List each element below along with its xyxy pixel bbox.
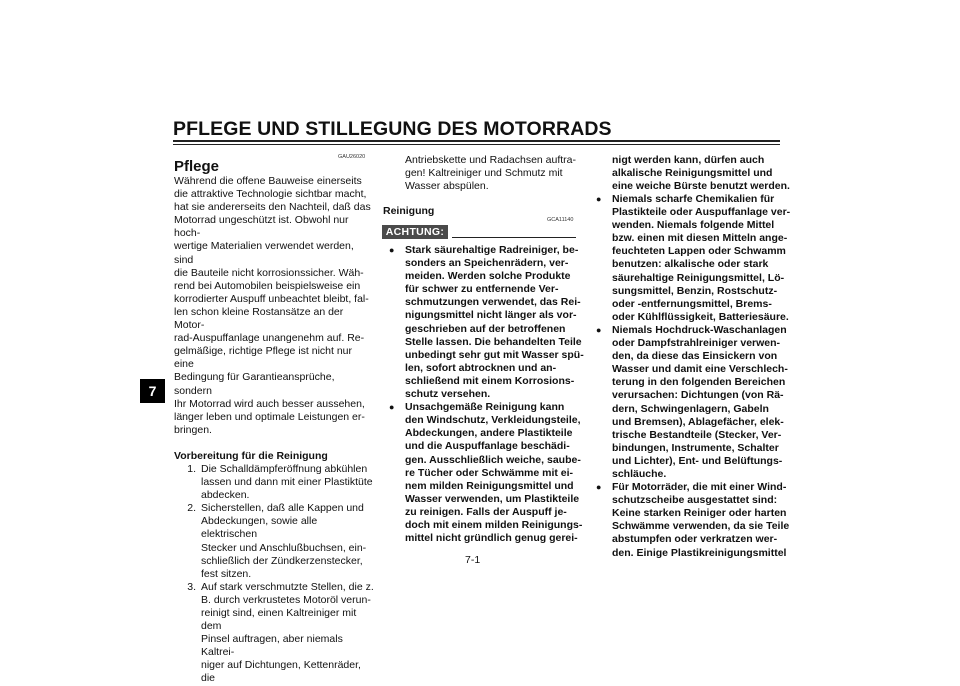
text-line: Niemals Hochdruck-Waschanlagen (612, 323, 787, 336)
text-line: und Lichter), Ent- und Belüftungs- (612, 454, 783, 467)
text-line: fest sitzen. (201, 567, 252, 580)
bullet-text (398, 244, 588, 401)
text-line: nem milden Reinigungsmittel und (405, 479, 574, 492)
text-line: abstumpfen oder verkratzen wer- (612, 533, 778, 546)
text-line: Die Schalldämpferöffnung abkühlen (201, 462, 368, 475)
column-1 (174, 158, 374, 686)
bullet-dot-icon: ● (389, 245, 395, 255)
text-line: bringen. (174, 423, 212, 436)
text-line: nigungsmittel nicht länger als vor- (405, 309, 577, 322)
text-line: Wasser abspülen. (405, 180, 489, 193)
text-line: len, sofort abtrocknen und an- (405, 361, 557, 374)
bullet-text (605, 481, 795, 560)
text-line: reinigt sind, einen Kaltreiniger mit dem (201, 607, 357, 633)
text-line: Niemals scharfe Chemikalien für (612, 193, 775, 205)
achtung-label: ACHTUNG: (382, 225, 448, 239)
text-line: den, da diese das Einsickern von (612, 350, 778, 363)
text-line: zu reinigen. Falls der Auspuff je- (405, 505, 567, 518)
text-line: schmutzungen verwendet, das Rei- (405, 296, 581, 309)
bullet-item (590, 481, 795, 560)
spacer (174, 437, 374, 450)
bullet-dot-icon: ● (389, 402, 395, 413)
text-line: oder Dampfstrahlreiniger verwen- (612, 337, 781, 350)
text-line: säurehaltige Reinigungsmittel, Lö- (612, 271, 785, 284)
text-line: die Bauteile nicht korrosionssicher. Wäh- (174, 266, 364, 279)
bullet-dot-icon: ● (596, 324, 602, 335)
text-line: Während die offene Bauweise einerseits (174, 175, 362, 187)
text-line: mittel nicht gründlich genug gerei- (405, 532, 578, 545)
text-line: Für Motorräder, die mit einer Wind- (612, 481, 787, 494)
bullet-dot-icon: ● (596, 482, 602, 493)
text-line: oder -entfernungsmittel, Brems- (612, 297, 772, 310)
text-line: wenden. Niemals folgende Mittel (612, 219, 775, 232)
bullet-text (605, 324, 795, 481)
column-3-continuation (612, 154, 792, 193)
step-item (174, 463, 374, 502)
text-line: unbedingt sehr gut mit Wasser spü- (405, 348, 584, 361)
text-line: eine weiche Bürste benutzt werden. (612, 180, 790, 193)
column-3-bullets (590, 193, 795, 560)
text-line: für schwer zu entfernende Ver- (405, 283, 559, 296)
bullet-item (590, 324, 795, 481)
text-line: die attraktive Technologie sichtbar macht, (174, 188, 367, 201)
text-line: Bedingung für Garantieansprüche, sondern (174, 371, 335, 397)
text-line: korrodierter Auspuff unbeachtet bleibt, fal- (174, 292, 369, 305)
title-rule (173, 140, 780, 142)
text-line: bindungen, Instrumente, Schalter (612, 441, 779, 454)
step-number: 2. (187, 502, 196, 515)
step-text (201, 502, 374, 581)
text-line: sonders an Speichenrädern, ver- (405, 257, 569, 270)
bullet-item (383, 401, 588, 545)
text-line: geschrieben auf der betroffenen (405, 322, 566, 335)
text-line: bzw. einen mit diesen Mitteln ange- (612, 232, 788, 245)
text-line: doch mit einem milden Reinigungs- (405, 518, 583, 531)
reinigung-heading: Reinigung (383, 205, 435, 217)
text-line: re Tücher oder Schwämme mit ei- (405, 466, 574, 479)
text-line: schutz versehen. (405, 388, 491, 401)
text-line: B. durch verkrustetes Motoröl verun- (201, 593, 371, 606)
text-line: schließend mit einem Korrosions- (405, 374, 575, 387)
text-line: trische Bestandteile (Stecker, Ver- (612, 428, 782, 441)
step-text (201, 463, 374, 502)
text-line: schläuche. (612, 467, 667, 480)
text-line: feuchteten Lappen oder Schwamm (612, 245, 786, 258)
step-number: 1. (187, 462, 196, 475)
text-line: schutzscheibe ausgestattet sind: (612, 494, 778, 507)
text-line: Wasser verwenden, um Plastikteile (405, 492, 580, 505)
text-line: hat sie andererseits den Nachteil, daß das (174, 201, 371, 214)
title-rule-thin (173, 144, 780, 145)
bullet-text (605, 193, 795, 324)
bullet-text (398, 401, 588, 545)
text-line: Pinsel auftragen, aber niemals Kaltrei- (201, 633, 343, 659)
text-line: benutzen: alkalische oder stark (612, 258, 769, 271)
text-line: dern, Schwingenlagern, Gabeln (612, 402, 769, 415)
text-line: und die Auspuffanlage beschädi- (405, 440, 570, 453)
text-line: meiden. Werden solche Produkte (405, 270, 571, 283)
step-item (174, 502, 374, 581)
text-line: Auf stark verschmutzte Stellen, die z. (201, 580, 374, 593)
text-line: Schwämme verwenden, da sie Teile (612, 520, 790, 533)
text-line: niger auf Dichtungen, Kettenräder, die (201, 659, 361, 685)
text-line: Abdeckungen, andere Plastikteile (405, 427, 573, 440)
text-line: gelmäßige, richtige Pflege ist nicht nur eine (174, 345, 353, 371)
chapter-tab: 7 (140, 379, 165, 403)
text-line: abdecken. (201, 489, 250, 502)
text-line: den. Einige Plastikreinigungsmittel (612, 546, 787, 559)
text-line: gen! Kaltreiniger und Schmutz mit (405, 167, 563, 180)
text-line: Abdeckungen, sowie alle elektrischen (201, 515, 318, 541)
text-line: länger leben und optimale Leistungen er- (174, 410, 365, 423)
text-line: schließlich der Zündkerzenstecker, (201, 554, 363, 567)
vorbereitung-heading: Vorbereitung für die Reinigung (174, 449, 328, 462)
text-line: Sicherstellen, daß alle Kappen und (201, 502, 364, 515)
text-line: nigt werden kann, dürfen auch (612, 154, 765, 166)
text-line: den Windschutz, Verkleidungsteile, (405, 414, 581, 427)
column-2-continuation (405, 154, 585, 193)
text-line: und Bremsen), Ablagefächer, elek- (612, 415, 784, 428)
column-2-bullets (383, 244, 588, 545)
pflege-heading: Pflege (174, 158, 220, 175)
text-line: lassen und dann mit einer Plastiktüte (201, 476, 373, 489)
text-line: rend bei Automobilen beispielsweise ein (174, 279, 361, 292)
bullet-item (383, 244, 588, 401)
intro-paragraph (174, 175, 374, 437)
text-line: sungsmittel, Benzin, Rostschutz- (612, 284, 778, 297)
text-line: Ihr Motorrad wird auch besser aussehen, (174, 397, 365, 410)
text-line: Wasser und damit eine Verschlech- (612, 363, 788, 376)
text-line: wertige Materialien verwendet werden, sind (174, 240, 354, 266)
text-line: rad-Auspuffanlage unangenehm auf. Re- (174, 332, 365, 345)
text-line: Plastikteile oder Auspuffanlage ver- (612, 206, 791, 219)
page-number: 7-1 (465, 554, 481, 566)
text-line: alkalische Reinigungsmittel und (612, 167, 773, 180)
page-title: PFLEGE UND STILLEGUNG DES MOTORRADS (173, 118, 612, 140)
section-code: GAU26020 (338, 154, 366, 160)
text-line: Keine starken Reiniger oder harten (612, 507, 787, 520)
text-line: Motorrad ungeschützt ist. Obwohl nur hoch- (174, 214, 349, 240)
bullet-dot-icon: ● (596, 194, 602, 204)
step-item (174, 581, 374, 686)
notice-code: GCA11140 (547, 217, 574, 223)
step-text (201, 581, 374, 686)
text-line: verursachen: Dichtungen (von Rä- (612, 389, 784, 402)
text-line: gen. Ausschließlich weiche, saube- (405, 453, 581, 466)
text-line: Stelle lassen. Die behandelten Teile (405, 335, 582, 348)
text-line: terung in den folgenden Bereichen (612, 376, 786, 389)
achtung-rule (452, 237, 576, 238)
bullet-item (590, 193, 795, 324)
text-line: Stark säurehaltige Radreiniger, be- (405, 244, 579, 256)
text-line: Antriebskette und Radachsen auftra- (405, 154, 577, 166)
text-line: oder Kühlflüssigkeit, Batteriesäure. (612, 310, 789, 323)
text-line: Stecker und Anschlußbuchsen, ein- (201, 541, 367, 554)
text-line: len schon kleine Rostansätze an der Motor- (174, 305, 344, 332)
step-number: 3. (187, 580, 196, 593)
text-line: Unsachgemäße Reinigung kann (405, 401, 565, 414)
